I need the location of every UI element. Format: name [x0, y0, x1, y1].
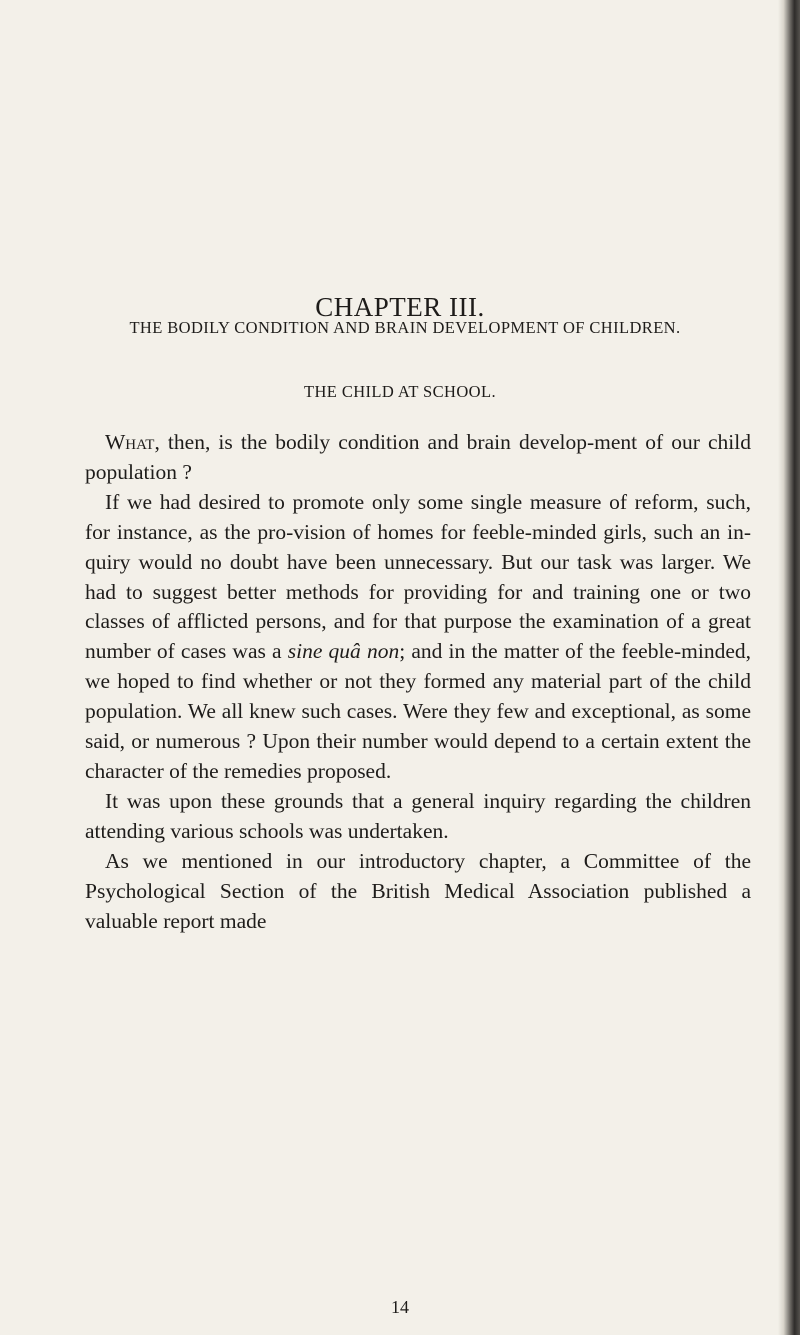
paragraph-1-text: then, is the bodily condition and brain develop-ment of our child population ? [85, 430, 751, 484]
page-edge-shadow [778, 0, 800, 1335]
page-number: 14 [391, 1297, 409, 1317]
latin-phrase: sine quâ non [287, 639, 400, 664]
paragraph-2-text-a: If we had desired to promote only some single measure of reform, such, for instance, as the pro-vision of homes for feeble-minded girls, such an in-quiry would no doubt have been unnecessary. But our task was larger. We had to suggest better methods for providing for and training one or two classes of afflicted persons, and for that purpose the examination of a great number of cases was a [85, 489, 751, 664]
body-text [85, 428, 751, 936]
paragraph-4: As we mentioned in our introductory chapter, a Committee of the Psychological Section of the British Medical Association published a valuable report made [85, 848, 751, 933]
paragraph-3: It was upon these grounds that a general inquiry regarding the children attending various schools was undertaken. [85, 788, 751, 843]
paragraph-1 [85, 428, 751, 488]
paragraph-2-text-b: ; and in the matter of the feeble-minded, we hoped to find whether or not they formed any material part of the child population. We all knew such cases. Were they few and exceptional, as some said, or numerous ? Upon their number would depend to a certain extent the character of the remedies proposed. [85, 639, 751, 783]
opening-word: What, [105, 430, 160, 454]
paragraph-2 [85, 488, 751, 787]
sub-heading: THE CHILD AT SCHOOL. [304, 382, 496, 401]
chapter-title: CHAPTER III. [315, 292, 485, 322]
section-heading: THE BODILY CONDITION AND BRAIN DEVELOPMENT OF CHILDREN. [129, 318, 681, 337]
